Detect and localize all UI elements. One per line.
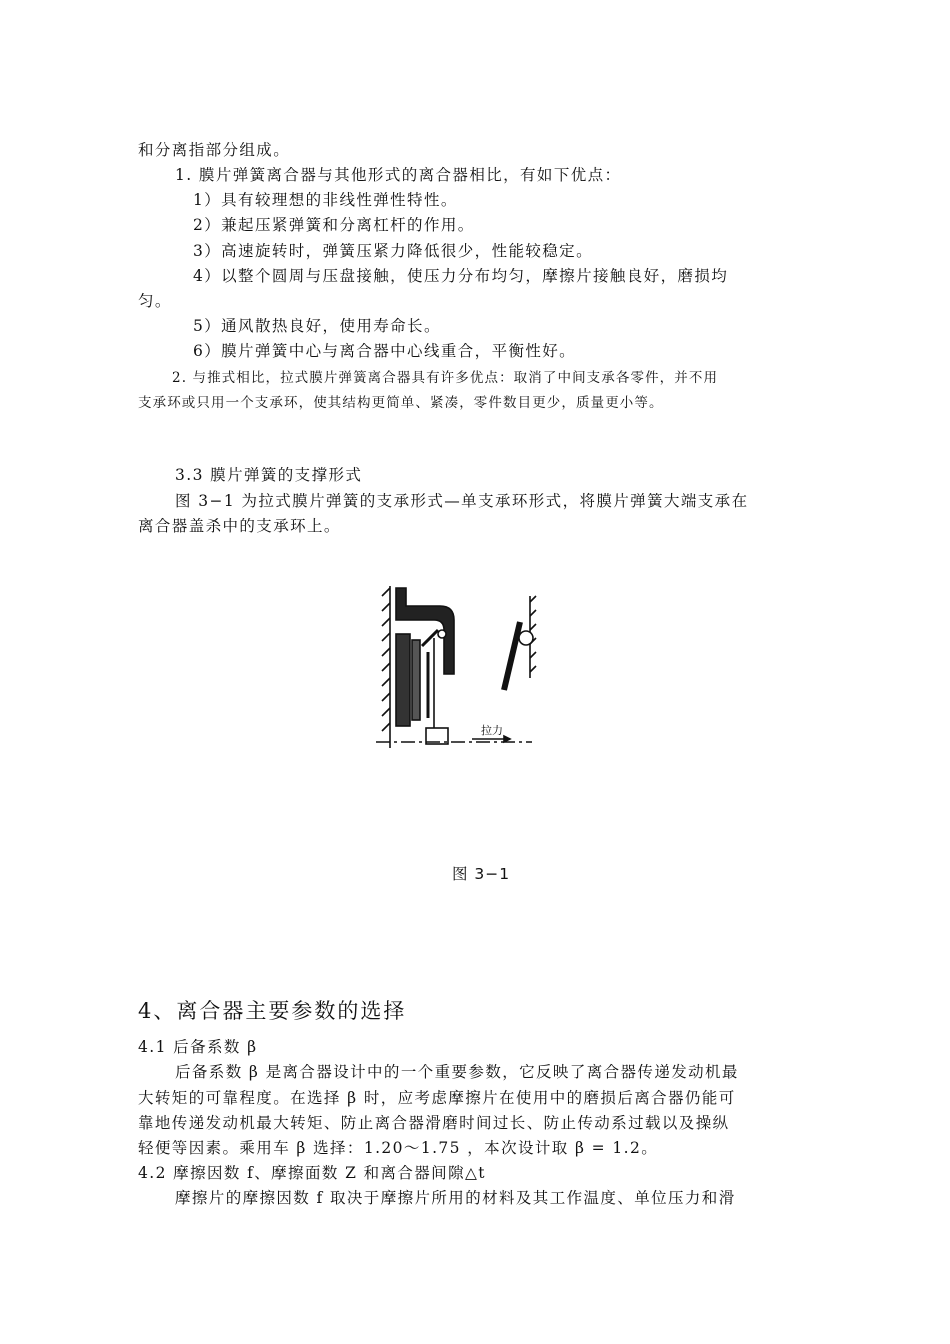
pull-type-line-1: 2. 与推式相比，拉式膜片弹簧离合器具有许多优点：取消了中间支承各零件，并不用 (172, 370, 719, 386)
figure-pull-label: 拉力 (481, 724, 503, 737)
advantage-5: 5）通风散热良好，使用寿命长。 (193, 317, 441, 335)
paragraph-4-1-line-1: 后备系数 β 是离合器设计中的一个重要参数，它反映了离合器传递发动机最 (175, 1063, 739, 1081)
support-heading: 3.3 膜片弹簧的支撑形式 (175, 466, 363, 484)
diaphragm-spring-support-figure (372, 578, 552, 758)
advantage-4-line-2: 匀。 (138, 292, 172, 310)
support-paragraph-line-1: 图 3−1 为拉式膜片弹簧的支承形式—单支承环形式，将膜片弹簧大端支承在 (175, 492, 749, 510)
advantages-intro: 1. 膜片弹簧离合器与其他形式的离合器相比，有如下优点： (175, 166, 622, 184)
subsection-4-1-heading: 4.1 后备系数 β (138, 1038, 258, 1056)
continued-line: 和分离指部分组成。 (138, 141, 291, 159)
advantage-3: 3）高速旋转时，弹簧压紧力降低很少，性能较稳定。 (193, 242, 593, 260)
figure-caption: 图 3−1 (452, 865, 511, 883)
section-4-heading: 4、离合器主要参数的选择 (138, 999, 407, 1023)
paragraph-4-1-line-3: 靠地传递发动机最大转矩、防止离合器滑磨时间过长、防止传动系过载以及操纵 (138, 1114, 730, 1132)
advantage-1: 1）具有较理想的非线性弹性特性。 (193, 191, 458, 209)
paragraph-4-2-line-1: 摩擦片的摩擦因数 f 取决于摩擦片所用的材料及其工作温度、单位压力和滑 (175, 1189, 736, 1207)
paragraph-4-1-line-4: 轻便等因素。乘用车 β 选择：1.20～1.75 ，本次设计取 β = 1.2。 (138, 1139, 659, 1157)
paragraph-4-1-line-2: 大转矩的可靠程度。在选择 β 时，应考虑摩擦片在使用中的磨损后离合器仍能可 (138, 1089, 736, 1107)
support-paragraph-line-2: 离合器盖杀中的支承环上。 (138, 517, 341, 535)
advantage-2: 2）兼起压紧弹簧和分离杠杆的作用。 (193, 216, 475, 234)
advantage-4-line-1: 4）以整个圆周与压盘接触，使压力分布均匀，摩擦片接触良好，磨损均 (193, 267, 729, 285)
advantage-6: 6）膜片弹簧中心与离合器中心线重合，平衡性好。 (193, 342, 577, 360)
pull-type-line-2: 支承环或只用一个支承环，使其结构更简单、紧凑，零件数目更少，质量更小等。 (138, 395, 664, 411)
subsection-4-2-heading: 4.2 摩擦因数 f、摩擦面数 Z 和离合器间隙△t (138, 1164, 486, 1182)
